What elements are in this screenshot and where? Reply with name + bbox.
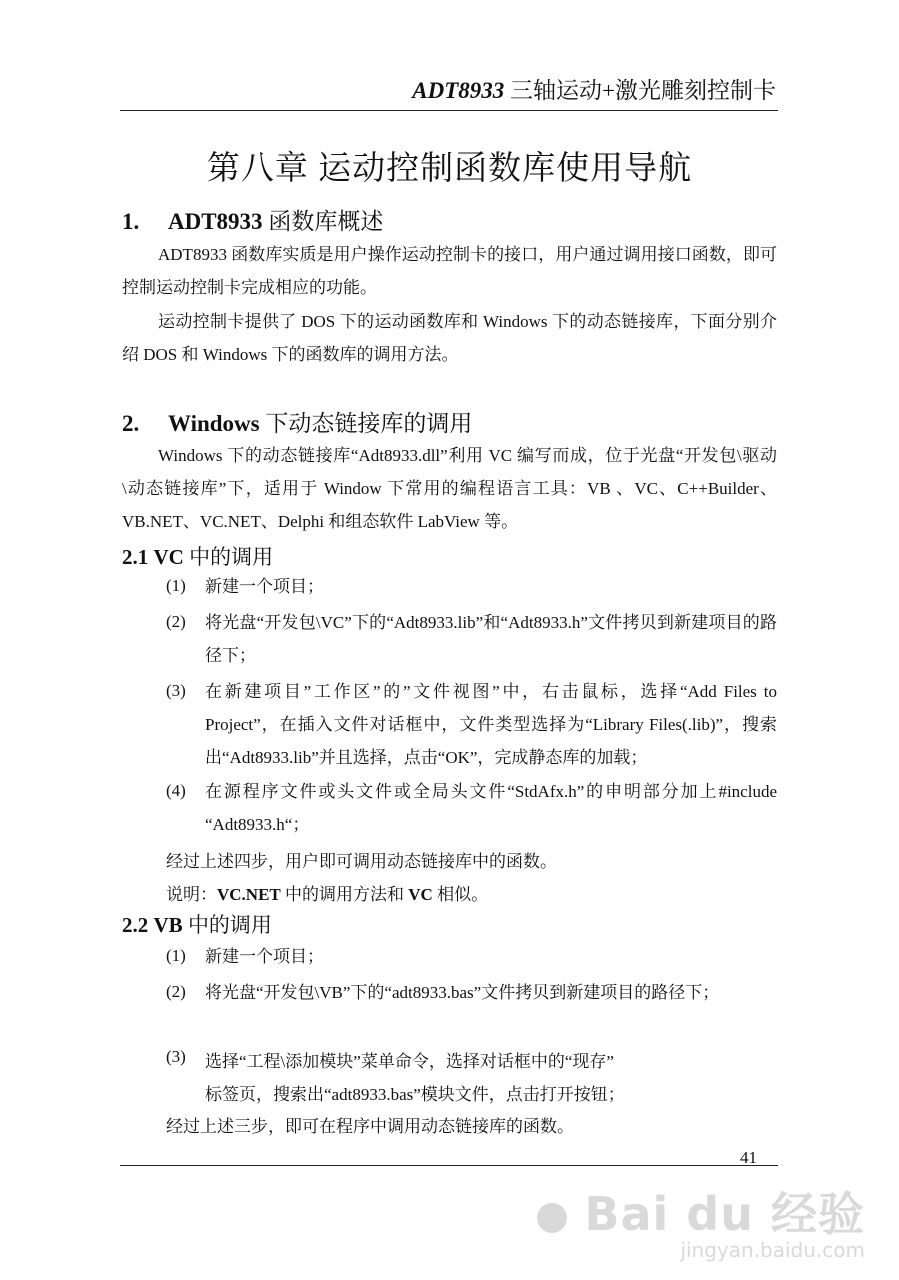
running-header: [0, 72, 776, 105]
vc-step-text: 将光盘“开发包\VC”下的“Adt8933.lib”和“Adt8933.h”文件拷贝到新建项目的路径下；: [205, 613, 777, 665]
section-1-title-cn: 函数库概述: [262, 209, 384, 234]
section-1-heading: [122, 203, 383, 236]
section-2-heading: [122, 405, 472, 438]
vc-note-prefix: 说明：: [166, 885, 217, 904]
section-1-paragraph-1: ADT8933 函数库实质是用户操作运动控制卡的接口，用户通过调用接口函数，即可控制运动控制卡完成相应的功能。: [122, 245, 777, 297]
vc-note-mid: 中的调用方法和: [280, 885, 409, 904]
vb-step-number: (3): [166, 1047, 186, 1066]
vc-note-bold-2: VC: [408, 885, 433, 904]
vb-step-number: (1): [166, 946, 186, 965]
subsection-2-1-number: 2.1: [122, 545, 149, 569]
section-2-paragraph-1: Windows 下的动态链接库“Adt8933.dll”利用 VC 编写而成，位于光盘“开发包\驱动\动态链接库”下，适用于 Window 下常用的编程语言工具：VB 、VC、C++Builder、VB.NET、VC.NET、Delphi 和组态软件 LabView 等。: [122, 446, 777, 531]
section-2-title-cn: 下动态链接库的调用: [259, 411, 473, 436]
subsection-2-2-number: 2.2: [122, 913, 149, 937]
vb-step-number: (2): [166, 982, 186, 1001]
vc-summary: 经过上述四步，用户即可调用动态链接库中的函数。: [166, 852, 557, 871]
section-2-title-latin: Windows: [168, 411, 260, 436]
page-number: 41: [740, 1148, 757, 1167]
vb-step-text: 新建一个项目；: [205, 947, 324, 966]
vb-step-text-line-2: 标签页，搜索出“adt8933.bas”模块文件，点击打开按钮；: [205, 1085, 625, 1104]
section-1-paragraph-2: 运动控制卡提供了 DOS 下的运动函数库和 Windows 下的动态链接库，下面分别介绍 DOS 和 Windows 下的函数库的调用方法。: [122, 312, 777, 364]
subsection-2-2-heading: [122, 909, 272, 939]
watermark: [537, 1178, 865, 1262]
section-1-title-latin: ADT8933: [168, 209, 263, 234]
vc-step-text: 在新建项目”工作区”的”文件视图”中，右击鼠标，选择“Add Files to Project”，在插入文件对话框中，文件类型选择为“Library Files(.lib)”，搜索出“Adt8933.lib”并且选择，点击“OK”，完成静态库的加载；: [205, 682, 777, 767]
vc-note-bold-1: VC.NET: [217, 885, 281, 904]
subsection-2-1-heading: [122, 541, 273, 571]
paw-icon: [537, 1203, 567, 1233]
vb-step-text-line-1: 选择“工程\添加模块”菜单命令，选择对话框中的“现存”: [205, 1052, 614, 1071]
vb-summary: 经过上述三步，即可在程序中调用动态链接库的函数。: [166, 1117, 574, 1136]
chapter-title: 第八章 运动控制函数库使用导航: [206, 151, 693, 187]
vc-step-text: 在源程序文件或头文件或全局头文件“StdAfx.h”的申明部分加上#include “Adt8933.h“；: [205, 782, 777, 834]
vc-step-text: 新建一个项目；: [205, 577, 324, 596]
subsection-2-1-latin: VC: [153, 545, 184, 569]
vc-step-number: (4): [166, 781, 186, 800]
vb-step-text: 将光盘“开发包\VB”下的“adt8933.bas”文件拷贝到新建项目的路径下；: [205, 983, 720, 1002]
vc-step-number: (2): [166, 612, 186, 631]
header-subtitle: 三轴运动+激光雕刻控制卡: [504, 78, 776, 103]
subsection-2-1-cn: 中的调用: [183, 545, 274, 569]
subsection-2-2-cn: 中的调用: [182, 913, 272, 937]
vc-step-number: (1): [166, 576, 186, 595]
subsection-2-2-latin: VB: [153, 913, 183, 937]
section-1-number: 1.: [122, 209, 140, 234]
vc-note-end: 相似。: [432, 885, 489, 904]
header-rule: [120, 110, 778, 111]
footer-rule: [120, 1165, 778, 1166]
vc-note: [166, 880, 488, 905]
section-2-number: 2.: [122, 411, 140, 436]
watermark-brand: Bai du 经验: [537, 1178, 865, 1244]
watermark-url: jingyan.baidu.com: [680, 1238, 865, 1262]
vc-step-number: (3): [166, 681, 186, 700]
header-product: ADT8933: [412, 78, 505, 103]
